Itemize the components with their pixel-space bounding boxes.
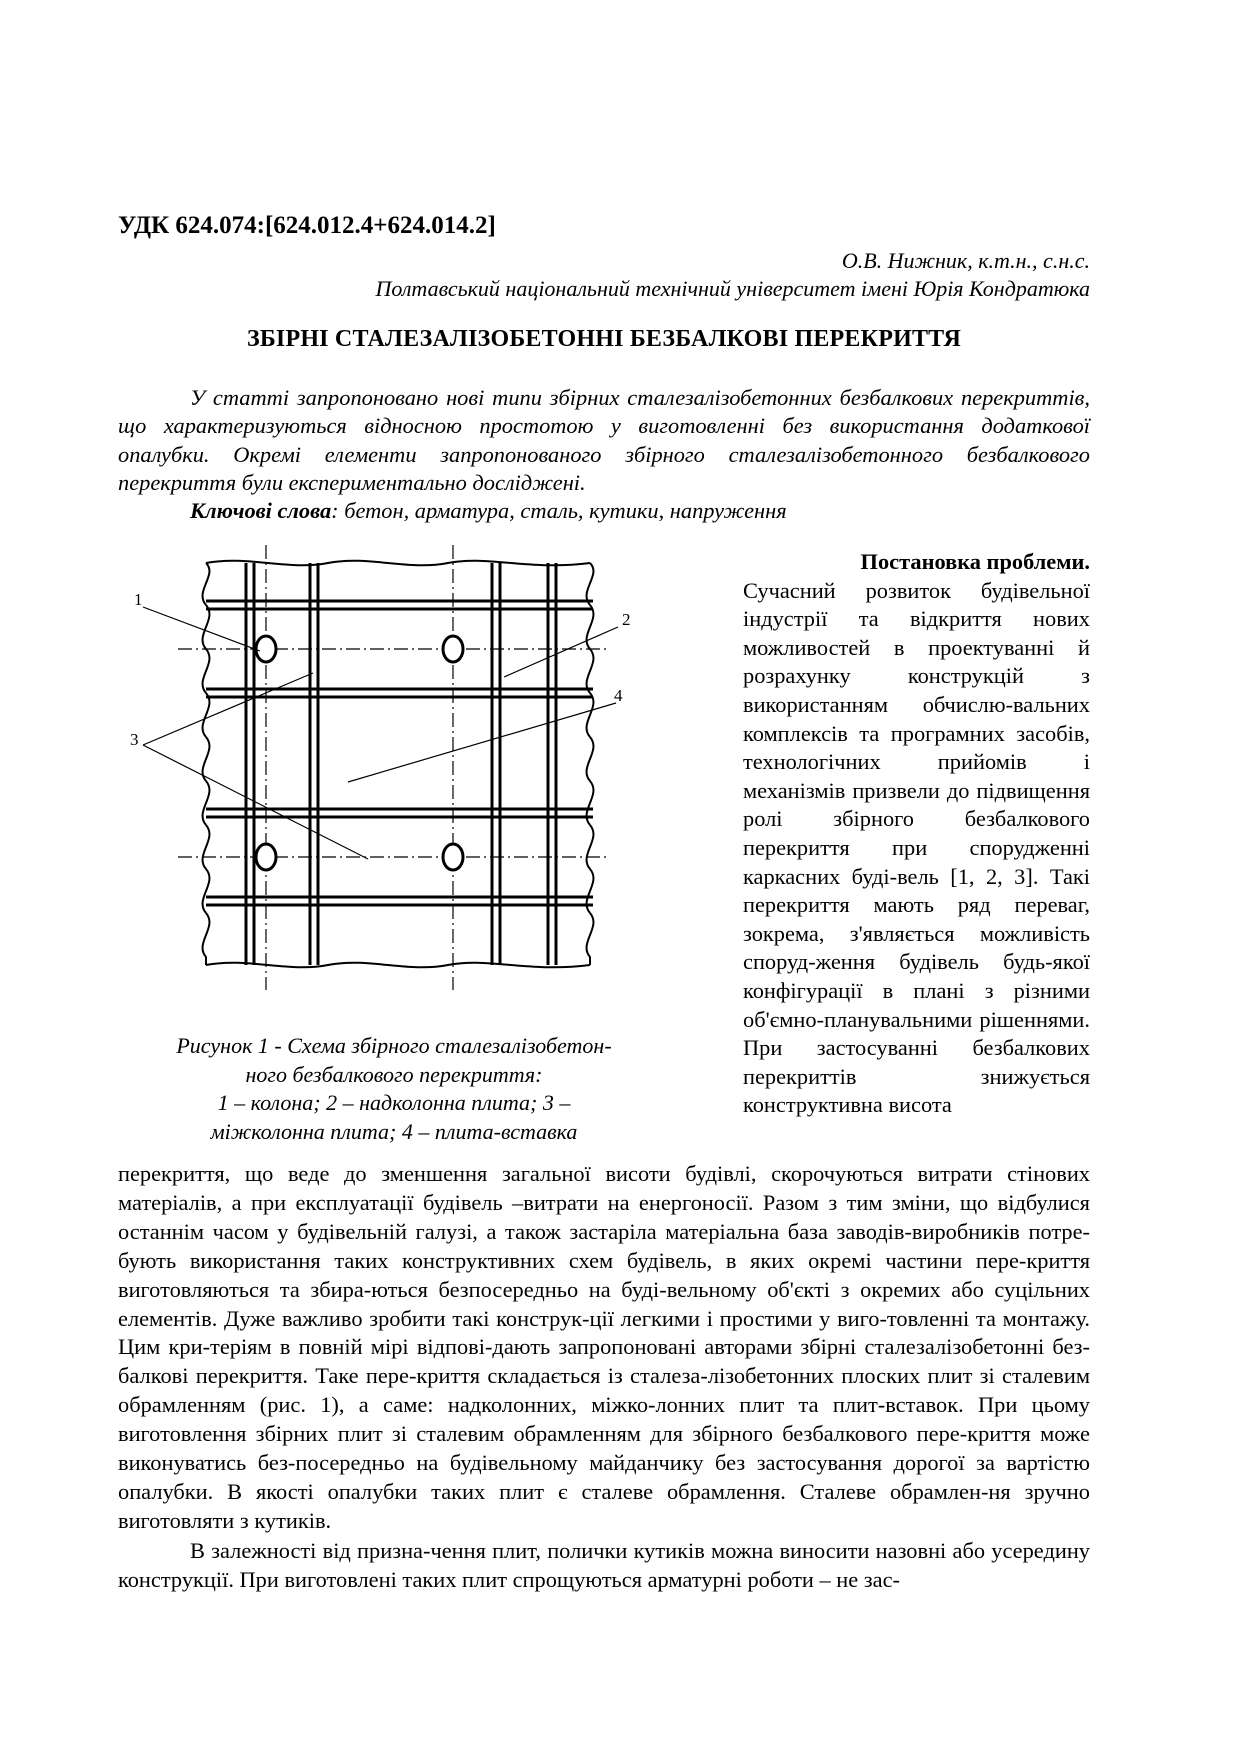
section-heading: Постановка проблеми. (860, 549, 1090, 574)
affiliation-line: Полтавський національний технічний університет імені Юрія Кондратюка (375, 276, 1090, 301)
caption-line: міжколонна плита; 4 – плита-вставка (210, 1118, 578, 1144)
side-column (743, 548, 1090, 1120)
label-2: 2 (622, 610, 631, 629)
keywords-text: : бетон, арматура, сталь, кутики, напруження (331, 498, 787, 523)
udk-code: УДК 624.074:[624.012.4+624.014.2] (118, 212, 496, 239)
floor-plan-scheme (118, 545, 738, 1025)
body-paragraph-1: перекриття, що веде до зменшення загальної висоти будівлі, скорочуються витрати стінових матеріалів, а при експлуатації будівель –витрати на енергоносії. Разом з тим зміни, що відбулися останнім часом у будівельній галузі, а також застаріла матеріальна база заводів-виробників потре-бують використання таких конструктивних схем будівель, в яких окремі частини пере-криття виготовляються та збира-ються безпосередньо на буді-вельному об'єкті з окремих або суцільних елементів. Дуже важливо зробити такі конструк-ції легкими і простими у виго-товленні та монтажу. Цим кри-теріям в повній мірі відпові-дають запропоновані авторами збірні сталезалізобетонні без-балкові перекриття. Таке пере-криття складається із сталеза-лізобетонних плоских плит зі сталевим обрамленням (рис. 1), а саме: надколонних, міжко-лонних плит та плит-вставок. При цьому виготовлення збірних плит зі сталевим обрамленням для збірного безбалкового пере-криття може виконуватись без-посередньо на будівельному майданчику без застосування дорогої за вартістю опалубки. В якості опалубки таких плит є сталеве обрамлення. Сталеве обрамлен-ня зручно виготовляти з кутиків. (118, 1161, 1090, 1533)
side-column-text: Сучасний розвиток будівельної індустрії та відкриття нових можливостей в проектуванні й розрахунку конструкцій з використанням обчислю-вальних комплексів та програмних засобів, технологічних прийомів і механізмів призвели до підвищення ролі збірного безбалкового перекриття при спорудженні каркасних буді-вель [1, 2, 3]. Такі перекриття мають ряд переваг, зокрема, з'являється можливість споруд-ження будівель будь-якої конфігурації в плані з різними об'ємно-планувальними рішеннями. При застосуванні безбалкових перекриттів знижується конструктивна висота (743, 577, 1090, 1118)
label-1: 1 (134, 590, 143, 609)
axis-lines (178, 545, 608, 990)
abstract: У статті запропоновано нові типи збірних сталезалізобетонних безбалкових перекриттів, що характеризуються відносною простотою у виготовленні без використання додаткової опалубки. Окремі елементи запропонованого збірного сталезалізобетонного безбалкового перекриття були експериментально досліджені. (118, 385, 1090, 496)
figure-1 (118, 545, 738, 1025)
figure-caption (118, 1032, 670, 1146)
body-paragraph-2: В залежності від призна-чення плит, полички кутиків можна виносити назовні або усередину конструкції. При виготовлені таких плит спрощуються арматурні роботи – не зас- (118, 1538, 1090, 1592)
column-ovals (256, 636, 463, 870)
article-title: ЗБІРНІ СТАЛЕЗАЛІЗОБЕТОННІ БЕЗБАЛКОВІ ПЕРЕКРИТТЯ (246, 326, 961, 352)
caption-line: Рисунок 1 - Схема збірного сталезалізобетон- (176, 1033, 612, 1058)
author-line: О.В. Нижник, к.т.н., с.н.с. (841, 248, 1090, 273)
label-4: 4 (614, 686, 623, 705)
bottom-wavy-edge (206, 963, 590, 968)
caption-line: ного безбалкового перекриття: (245, 1061, 543, 1087)
keywords-label: Ключові слова (190, 498, 332, 523)
top-wavy-edge (206, 561, 590, 566)
caption-line: 1 – колона; 2 – надколонна плита; 3 – (217, 1090, 571, 1116)
keywords-line (190, 498, 787, 524)
label-3: 3 (130, 730, 139, 749)
